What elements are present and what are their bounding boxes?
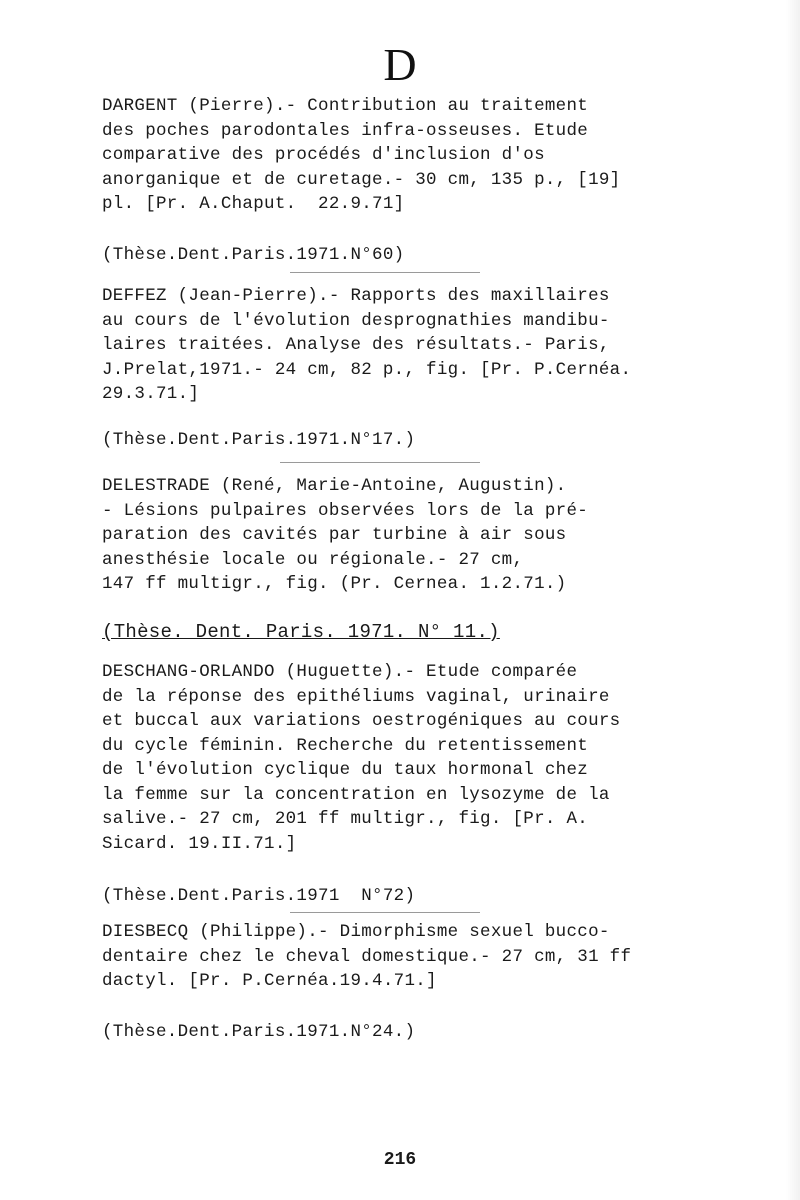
page-number: 216	[383, 1150, 417, 1170]
entry-line: DEFFEZ (Jean-Pierre).- Rapports des maxillaires	[102, 286, 610, 306]
entry-line: de l'évolution cyclique du taux hormonal chez	[102, 760, 589, 780]
separator-rule	[290, 272, 480, 273]
entry-line: DARGENT (Pierre).- Contribution au traitement	[102, 96, 589, 116]
entry-line: pl. [Pr. A.Chaput. 22.9.71]	[102, 194, 405, 214]
catalog-entry-delestrade	[102, 474, 702, 597]
entry-line: et buccal aux variations oestrogéniques au cours	[102, 711, 621, 731]
entry-line: anorganique et de curetage.- 30 cm, 135 p., [19]	[102, 169, 621, 190]
page-edge-shadow	[786, 0, 800, 1200]
entry-line: dentaire chez le cheval domestique.- 27 cm, 31 ff	[102, 946, 632, 967]
entry-line: J.Prelat,1971.- 24 cm, 82 p., fig. [Pr. P.Cernéa.	[102, 359, 632, 380]
catalog-entry-deschang-orlando	[102, 660, 702, 856]
entry-line: DESCHANG-ORLANDO (Huguette).- Etude comparée	[102, 662, 578, 682]
thesis-reference: (Thèse.Dent.Paris.1971.N°17.)	[102, 430, 416, 450]
entry-line: 29.3.71.]	[102, 384, 200, 404]
entry-line: des poches parodontales infra-osseuses. Etude	[102, 120, 589, 141]
thesis-reference: (Thèse.Dent.Paris.1971.N°60)	[102, 245, 405, 265]
thesis-reference: (Thèse. Dent. Paris. 1971. N° 11.)	[102, 621, 500, 643]
entry-line: du cycle féminin. Recherche du retentissement	[102, 735, 589, 756]
separator-rule	[290, 912, 480, 913]
catalog-entry-deffez	[102, 284, 702, 407]
entry-line: - Lésions pulpaires observées lors de la pré-	[102, 500, 589, 521]
entry-line: paration des cavités par turbine à air sous	[102, 525, 567, 545]
entry-line: comparative des procédés d'inclusion d'os	[102, 145, 545, 165]
entry-line: dactyl. [Pr. P.Cernéa.19.4.71.]	[102, 971, 437, 991]
section-letter: D	[383, 39, 417, 90]
entry-line: anesthésie locale ou régionale.- 27 cm,	[102, 549, 524, 570]
thesis-reference: (Thèse.Dent.Paris.1971.N°24.)	[102, 1022, 416, 1042]
separator-rule	[280, 462, 480, 463]
entry-line: Sicard. 19.II.71.]	[102, 833, 297, 854]
thesis-reference: (Thèse.Dent.Paris.1971 N°72)	[102, 886, 416, 906]
entry-line: DELESTRADE (René, Marie-Antoine, Augustin).	[102, 476, 567, 496]
entry-line: la femme sur la concentration en lysozyme de la	[102, 784, 610, 805]
catalog-entry-dargent	[102, 94, 702, 217]
entry-line: de la réponse des epithéliums vaginal, urinaire	[102, 686, 610, 707]
catalog-entry-diesbecq	[102, 920, 702, 994]
entry-line: au cours de l'évolution desprognathies mandibu-	[102, 310, 610, 331]
entry-line: DIESBECQ (Philippe).- Dimorphisme sexuel bucco-	[102, 922, 610, 942]
entry-line: salive.- 27 cm, 201 ff multigr., fig. [Pr. A.	[102, 809, 589, 829]
entry-line: laires traitées. Analyse des résultats.- Paris,	[102, 335, 610, 355]
entry-line: 147 ff multigr., fig. (Pr. Cernea. 1.2.71.)	[102, 574, 567, 594]
